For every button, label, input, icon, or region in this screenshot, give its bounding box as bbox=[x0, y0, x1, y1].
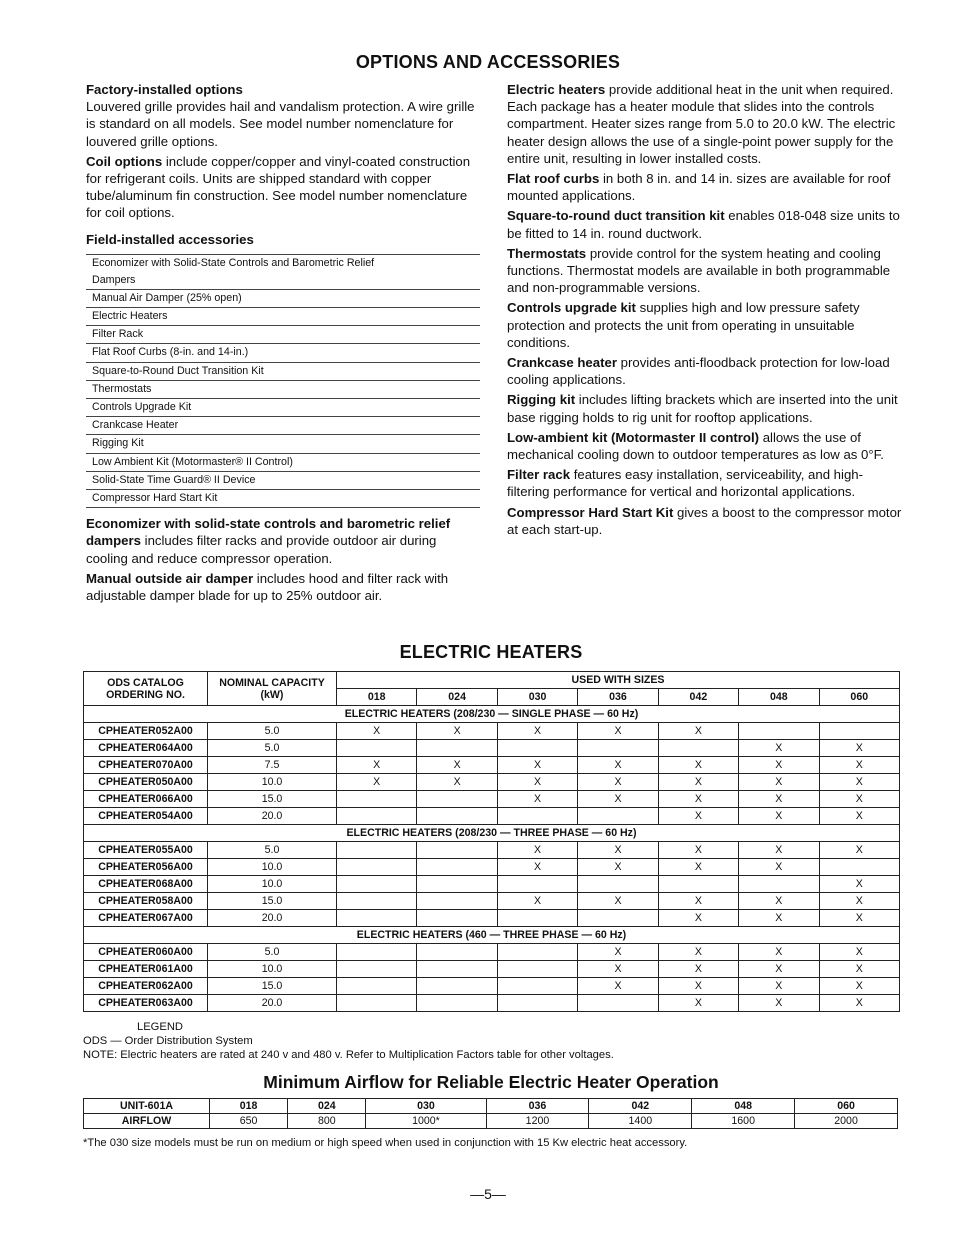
size-mark: X bbox=[658, 723, 738, 740]
size-mark bbox=[337, 740, 417, 757]
airflow-size: 018 bbox=[210, 1099, 288, 1114]
size-mark: X bbox=[819, 995, 899, 1012]
size-mark bbox=[337, 978, 417, 995]
catalog-number: CPHEATER058A00 bbox=[84, 893, 208, 910]
size-mark: X bbox=[337, 774, 417, 791]
size-mark bbox=[337, 859, 417, 876]
heater-row bbox=[84, 893, 900, 910]
option-bold: Square-to-round duct transition kit bbox=[507, 208, 725, 224]
accessory-row bbox=[86, 399, 480, 417]
size-mark bbox=[739, 723, 819, 740]
accessory-item: Manual Air Damper (25% open) bbox=[86, 289, 480, 307]
coil-bold: Coil options bbox=[86, 153, 163, 169]
size-mark: X bbox=[417, 723, 497, 740]
airflow-size: 042 bbox=[589, 1099, 692, 1114]
right-column bbox=[507, 81, 903, 541]
size-mark bbox=[417, 944, 497, 961]
manual-paragraph bbox=[86, 570, 481, 604]
option-paragraph bbox=[507, 354, 903, 388]
option-paragraph bbox=[507, 170, 903, 204]
heater-row bbox=[84, 757, 900, 774]
catalog-number: CPHEATER070A00 bbox=[84, 757, 208, 774]
catalog-number: CPHEATER054A00 bbox=[84, 808, 208, 825]
size-mark: X bbox=[337, 757, 417, 774]
accessory-item: Square-to-Round Duct Transition Kit bbox=[86, 362, 480, 380]
size-mark bbox=[497, 808, 577, 825]
col-used-header: USED WITH SIZES bbox=[337, 672, 900, 689]
col-catalog-header: ODS CATALOG ORDERING NO. bbox=[84, 672, 208, 706]
group-label: ELECTRIC HEATERS (460 — THREE PHASE — 60 Hz) bbox=[84, 927, 900, 944]
heater-row bbox=[84, 859, 900, 876]
size-mark bbox=[417, 910, 497, 927]
option-bold: Controls upgrade kit bbox=[507, 300, 636, 316]
capacity-kw: 5.0 bbox=[208, 842, 337, 859]
size-mark bbox=[739, 876, 819, 893]
option-bold: Rigging kit bbox=[507, 392, 576, 408]
capacity-kw: 20.0 bbox=[208, 995, 337, 1012]
size-mark: X bbox=[739, 774, 819, 791]
capacity-kw: 15.0 bbox=[208, 893, 337, 910]
page-number: —5— bbox=[470, 1186, 506, 1202]
size-mark: X bbox=[658, 910, 738, 927]
legend-title: LEGEND bbox=[137, 1021, 184, 1033]
group-row bbox=[84, 825, 900, 842]
size-mark: X bbox=[658, 893, 738, 910]
airflow-value-row bbox=[84, 1114, 898, 1129]
size-mark bbox=[819, 859, 899, 876]
size-mark bbox=[497, 978, 577, 995]
size-mark: X bbox=[658, 757, 738, 774]
size-mark: X bbox=[819, 808, 899, 825]
size-mark bbox=[337, 842, 417, 859]
size-mark bbox=[417, 995, 497, 1012]
size-mark: X bbox=[497, 893, 577, 910]
airflow-size: 024 bbox=[288, 1099, 366, 1114]
size-mark: X bbox=[497, 791, 577, 808]
heaters-note: NOTE: Electric heaters are rated at 240 v and 480 v. Refer to Multiplication Factors table for other voltages. bbox=[83, 1049, 614, 1061]
heaters-table bbox=[83, 671, 900, 1012]
option-bold: Thermostats bbox=[507, 245, 587, 261]
capacity-kw: 10.0 bbox=[208, 961, 337, 978]
size-mark: X bbox=[658, 961, 738, 978]
airflow-footnote: *The 030 size models must be run on medium or high speed when used in conjunction with 15 Kw electric heat accessory. bbox=[83, 1137, 688, 1149]
size-mark: X bbox=[739, 808, 819, 825]
airflow-table bbox=[83, 1098, 898, 1129]
accessory-item: Electric Heaters bbox=[86, 308, 480, 326]
size-mark: X bbox=[819, 978, 899, 995]
airflow-size: 030 bbox=[366, 1099, 486, 1114]
size-mark bbox=[417, 859, 497, 876]
option-bold: Filter rack bbox=[507, 467, 571, 483]
option-text: allows the use of mechanical cooling down to outdoor temperatures as low as 0°F. bbox=[507, 429, 884, 463]
option-text: gives a boost to the compressor motor at each start-up. bbox=[507, 504, 902, 537]
accessory-item: Thermostats bbox=[86, 380, 480, 398]
size-mark: X bbox=[739, 740, 819, 757]
size-mark bbox=[497, 995, 577, 1012]
catalog-number: CPHEATER061A00 bbox=[84, 961, 208, 978]
size-mark: X bbox=[658, 978, 738, 995]
catalog-number: CPHEATER055A00 bbox=[84, 842, 208, 859]
size-mark bbox=[497, 910, 577, 927]
economizer-bold: Economizer with solid-state controls and barometric relief dampers bbox=[86, 516, 451, 549]
catalog-number: CPHEATER056A00 bbox=[84, 859, 208, 876]
group-label: ELECTRIC HEATERS (208/230 — SINGLE PHASE — 60 Hz) bbox=[84, 706, 900, 723]
size-mark: X bbox=[658, 808, 738, 825]
heater-row bbox=[84, 876, 900, 893]
group-row bbox=[84, 706, 900, 723]
size-mark: X bbox=[658, 859, 738, 876]
airflow-value: 2000 bbox=[795, 1114, 898, 1129]
airflow-value: 1600 bbox=[692, 1114, 795, 1129]
size-mark bbox=[337, 910, 417, 927]
legend-ods: ODS — Order Distribution System bbox=[83, 1035, 253, 1047]
size-mark: X bbox=[739, 842, 819, 859]
size-mark bbox=[497, 740, 577, 757]
accessories-table bbox=[86, 254, 480, 508]
catalog-number: CPHEATER063A00 bbox=[84, 995, 208, 1012]
heater-row bbox=[84, 910, 900, 927]
accessory-item: Solid-State Time Guard® II Device bbox=[86, 471, 480, 489]
size-header: 024 bbox=[417, 689, 497, 706]
size-mark bbox=[417, 876, 497, 893]
size-mark: X bbox=[739, 961, 819, 978]
catalog-number: CPHEATER066A00 bbox=[84, 791, 208, 808]
option-text: provide control for the system heating and cooling functions. Thermostat models are available in both programmable and non-programmable versions. bbox=[507, 245, 891, 296]
capacity-kw: 5.0 bbox=[208, 740, 337, 757]
size-mark bbox=[417, 808, 497, 825]
airflow-size: 048 bbox=[692, 1099, 795, 1114]
option-bold: Crankcase heater bbox=[507, 355, 617, 371]
catalog-number: CPHEATER050A00 bbox=[84, 774, 208, 791]
accessory-item: Economizer with Solid-State Controls and Barometric Relief Dampers bbox=[86, 254, 480, 289]
size-mark bbox=[497, 961, 577, 978]
size-mark: X bbox=[819, 740, 899, 757]
option-paragraph bbox=[507, 207, 903, 241]
size-mark: X bbox=[819, 876, 899, 893]
option-paragraph bbox=[507, 429, 903, 463]
catalog-number: CPHEATER068A00 bbox=[84, 876, 208, 893]
size-mark: X bbox=[819, 757, 899, 774]
size-mark bbox=[578, 910, 658, 927]
size-mark: X bbox=[578, 791, 658, 808]
manual-text: includes hood and filter rack with adjustable damper blade for up to 25% outdoor air. bbox=[86, 570, 449, 604]
airflow-title: Minimum Airflow for Reliable Electric Heater Operation bbox=[263, 1072, 719, 1092]
size-header: 042 bbox=[658, 689, 738, 706]
size-mark: X bbox=[497, 723, 577, 740]
size-mark bbox=[578, 740, 658, 757]
accessory-row bbox=[86, 380, 480, 398]
accessory-item: Controls Upgrade Kit bbox=[86, 399, 480, 417]
accessory-row bbox=[86, 490, 480, 508]
accessory-row bbox=[86, 417, 480, 435]
col-capacity-header: NOMINAL CAPACITY (kW) bbox=[208, 672, 337, 706]
size-mark bbox=[337, 961, 417, 978]
options-title: OPTIONS AND ACCESSORIES bbox=[355, 52, 621, 72]
option-paragraph bbox=[507, 81, 903, 167]
size-mark: X bbox=[497, 842, 577, 859]
group-label: ELECTRIC HEATERS (208/230 — THREE PHASE — 60 Hz) bbox=[84, 825, 900, 842]
size-mark bbox=[337, 995, 417, 1012]
option-text: supplies high and low pressure safety protection and protects the unit from operating in unsuitable conditions. bbox=[507, 300, 860, 350]
option-bold: Compressor Hard Start Kit bbox=[507, 504, 674, 520]
option-paragraph bbox=[507, 466, 903, 500]
airflow-size: 036 bbox=[486, 1099, 589, 1114]
size-mark: X bbox=[819, 961, 899, 978]
size-mark bbox=[658, 740, 738, 757]
size-mark bbox=[578, 995, 658, 1012]
heater-row bbox=[84, 723, 900, 740]
size-mark: X bbox=[819, 893, 899, 910]
size-header: 060 bbox=[819, 689, 899, 706]
field-heading: Field-installed accessories bbox=[86, 231, 254, 247]
capacity-kw: 10.0 bbox=[208, 774, 337, 791]
heaters-header-row bbox=[84, 672, 900, 689]
option-text: enables 018-048 size units to be fitted to 14 in. round ductwork. bbox=[507, 208, 900, 241]
accessory-item: Compressor Hard Start Kit bbox=[86, 490, 480, 508]
option-bold: Low-ambient kit (Motormaster II control) bbox=[507, 429, 760, 445]
accessory-item: Rigging Kit bbox=[86, 435, 480, 453]
size-mark: X bbox=[578, 774, 658, 791]
group-row bbox=[84, 927, 900, 944]
option-text: includes lifting brackets which are inserted into the unit base rigging holds to rig unit for rooftop applications. bbox=[507, 392, 898, 425]
catalog-number: CPHEATER067A00 bbox=[84, 910, 208, 927]
heater-row bbox=[84, 995, 900, 1012]
factory-text: Louvered grille provides hail and vandalism protection. A wire grille is standard on all models. See model number nomenclature for louvered grille options. bbox=[86, 99, 475, 149]
heaters-title: ELECTRIC HEATERS bbox=[399, 642, 583, 662]
size-mark: X bbox=[739, 995, 819, 1012]
size-mark: X bbox=[578, 978, 658, 995]
airflow-unit-label: UNIT-601A bbox=[84, 1099, 210, 1114]
size-mark: X bbox=[497, 774, 577, 791]
option-text: features easy installation, serviceability, and high-filtering performance for vertical and horizontal applications. bbox=[507, 467, 864, 500]
option-paragraph bbox=[507, 391, 903, 425]
size-mark: X bbox=[497, 859, 577, 876]
heater-row bbox=[84, 808, 900, 825]
size-header: 048 bbox=[739, 689, 819, 706]
option-paragraph bbox=[507, 245, 903, 297]
size-mark bbox=[417, 978, 497, 995]
catalog-number: CPHEATER052A00 bbox=[84, 723, 208, 740]
accessory-item: Low Ambient Kit (Motormaster® II Control) bbox=[86, 453, 480, 471]
accessory-item: Filter Rack bbox=[86, 326, 480, 344]
size-mark: X bbox=[658, 774, 738, 791]
size-mark: X bbox=[739, 910, 819, 927]
size-mark bbox=[819, 723, 899, 740]
size-mark: X bbox=[739, 757, 819, 774]
size-mark: X bbox=[578, 723, 658, 740]
airflow-label: AIRFLOW bbox=[84, 1114, 210, 1129]
accessory-row bbox=[86, 362, 480, 380]
manual-bold: Manual outside air damper bbox=[86, 570, 254, 586]
size-mark: X bbox=[819, 944, 899, 961]
economizer-paragraph bbox=[86, 515, 481, 567]
size-mark: X bbox=[578, 842, 658, 859]
size-mark: X bbox=[337, 723, 417, 740]
left-column bbox=[86, 81, 481, 607]
size-mark: X bbox=[819, 910, 899, 927]
airflow-value: 1000* bbox=[366, 1114, 486, 1129]
heater-row bbox=[84, 842, 900, 859]
capacity-kw: 7.5 bbox=[208, 757, 337, 774]
size-mark: X bbox=[578, 893, 658, 910]
capacity-kw: 10.0 bbox=[208, 859, 337, 876]
heater-row bbox=[84, 774, 900, 791]
catalog-number: CPHEATER060A00 bbox=[84, 944, 208, 961]
accessory-item: Flat Roof Curbs (8-in. and 14-in.) bbox=[86, 344, 480, 362]
size-mark: X bbox=[739, 944, 819, 961]
accessory-row bbox=[86, 326, 480, 344]
coil-paragraph bbox=[86, 153, 481, 222]
airflow-value: 800 bbox=[288, 1114, 366, 1129]
size-mark bbox=[417, 791, 497, 808]
size-mark: X bbox=[739, 893, 819, 910]
accessory-row bbox=[86, 453, 480, 471]
size-mark: X bbox=[658, 944, 738, 961]
size-mark: X bbox=[417, 757, 497, 774]
size-mark bbox=[658, 876, 738, 893]
size-mark: X bbox=[819, 842, 899, 859]
airflow-size-row bbox=[84, 1099, 898, 1114]
option-text: provides anti-floodback protection for low-load cooling applications. bbox=[507, 355, 890, 388]
capacity-kw: 10.0 bbox=[208, 876, 337, 893]
option-bold: Flat roof curbs bbox=[507, 171, 600, 187]
size-mark: X bbox=[739, 859, 819, 876]
size-mark: X bbox=[578, 944, 658, 961]
capacity-kw: 20.0 bbox=[208, 808, 337, 825]
size-header: 030 bbox=[497, 689, 577, 706]
size-header: 036 bbox=[578, 689, 658, 706]
size-mark: X bbox=[417, 774, 497, 791]
accessory-row bbox=[86, 435, 480, 453]
size-header: 018 bbox=[337, 689, 417, 706]
accessory-row bbox=[86, 254, 480, 289]
airflow-size: 060 bbox=[795, 1099, 898, 1114]
option-text: provide additional heat in the unit when required. Each package has a heater module that slides into the controls compartment. Heater sizes range from 5.0 to 20.0 kW. The electric heater design allows the use of a single-point power supply for the entire unit, resulting in lower installed costs. bbox=[507, 82, 896, 166]
coil-text: include copper/copper and vinyl-coated construction for refrigerant coils. Units are shipped standard with copper tube/aluminum fin construction. See model number nomenclature for coil options. bbox=[86, 153, 471, 221]
size-mark bbox=[497, 944, 577, 961]
accessory-item: Crankcase Heater bbox=[86, 417, 480, 435]
accessory-row bbox=[86, 289, 480, 307]
size-mark: X bbox=[658, 842, 738, 859]
heater-row bbox=[84, 978, 900, 995]
size-mark: X bbox=[658, 791, 738, 808]
size-mark bbox=[578, 808, 658, 825]
airflow-value: 1200 bbox=[486, 1114, 589, 1129]
economizer-text: includes filter racks and provide outdoor air during cooling and reduce compressor operation. bbox=[86, 533, 437, 566]
capacity-kw: 20.0 bbox=[208, 910, 337, 927]
option-paragraph bbox=[507, 504, 903, 538]
size-mark: X bbox=[739, 978, 819, 995]
size-mark: X bbox=[578, 859, 658, 876]
size-mark: X bbox=[658, 995, 738, 1012]
size-mark bbox=[417, 893, 497, 910]
option-bold: Electric heaters bbox=[507, 82, 606, 97]
size-mark bbox=[417, 740, 497, 757]
accessory-row bbox=[86, 471, 480, 489]
size-mark bbox=[337, 808, 417, 825]
size-mark bbox=[337, 944, 417, 961]
size-mark: X bbox=[739, 791, 819, 808]
accessory-row bbox=[86, 308, 480, 326]
size-mark bbox=[417, 842, 497, 859]
option-text: in both 8 in. and 14 in. sizes are available for roof mounted applications. bbox=[507, 171, 891, 204]
catalog-number: CPHEATER064A00 bbox=[84, 740, 208, 757]
catalog-number: CPHEATER062A00 bbox=[84, 978, 208, 995]
size-mark bbox=[497, 876, 577, 893]
capacity-kw: 15.0 bbox=[208, 791, 337, 808]
size-mark: X bbox=[578, 757, 658, 774]
airflow-value: 650 bbox=[210, 1114, 288, 1129]
size-mark: X bbox=[578, 961, 658, 978]
heater-row bbox=[84, 944, 900, 961]
factory-heading: Factory-installed options bbox=[86, 82, 243, 97]
size-mark bbox=[337, 791, 417, 808]
size-mark: X bbox=[819, 791, 899, 808]
option-paragraph bbox=[507, 299, 903, 351]
size-mark bbox=[417, 961, 497, 978]
accessory-row bbox=[86, 344, 480, 362]
heater-row bbox=[84, 740, 900, 757]
airflow-value: 1400 bbox=[589, 1114, 692, 1129]
capacity-kw: 5.0 bbox=[208, 723, 337, 740]
size-mark bbox=[578, 876, 658, 893]
capacity-kw: 5.0 bbox=[208, 944, 337, 961]
size-mark: X bbox=[819, 774, 899, 791]
size-mark bbox=[337, 893, 417, 910]
size-mark bbox=[337, 876, 417, 893]
heater-row bbox=[84, 791, 900, 808]
heater-row bbox=[84, 961, 900, 978]
capacity-kw: 15.0 bbox=[208, 978, 337, 995]
size-mark: X bbox=[497, 757, 577, 774]
